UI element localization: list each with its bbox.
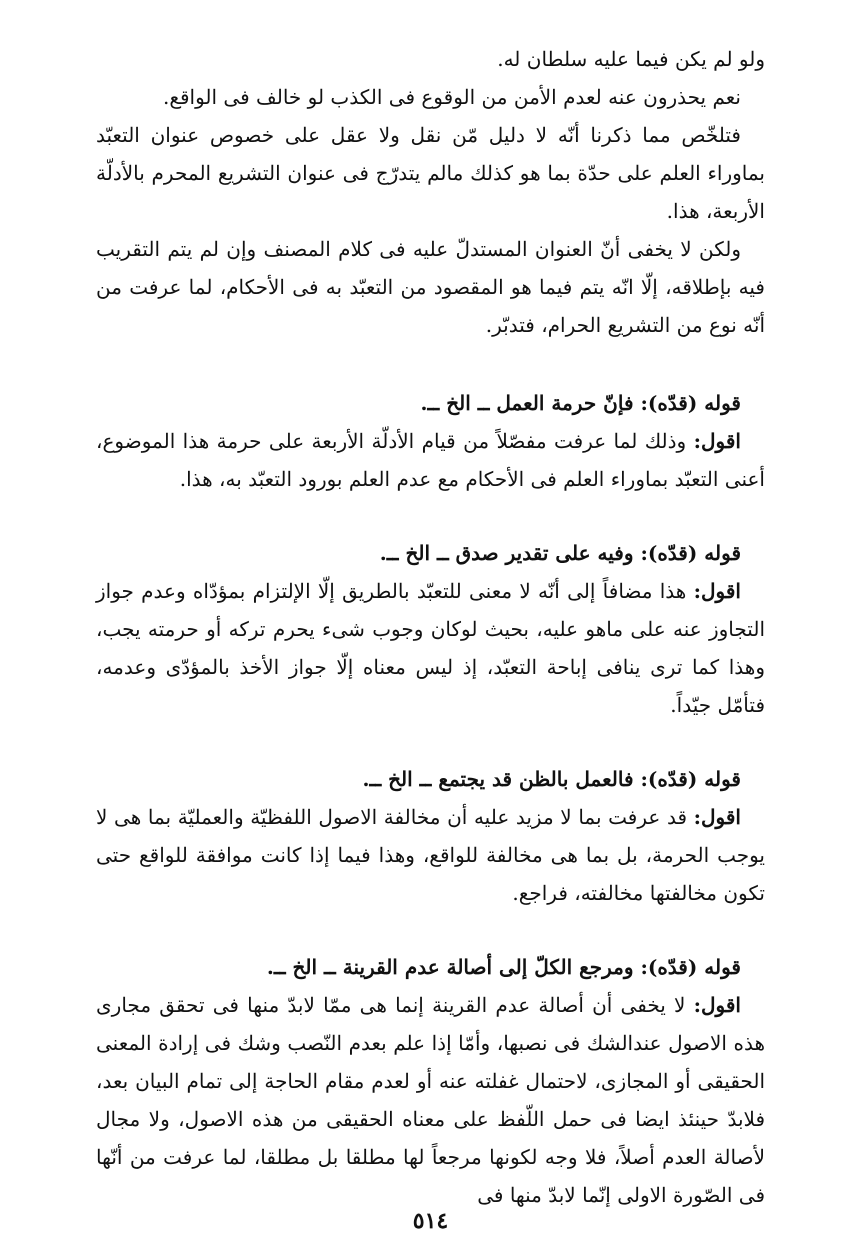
commentary-section-4 — [96, 948, 765, 1214]
commentary-section-3 — [96, 760, 765, 912]
section-text: قد عرفت بما لا مزيد عليه أن مخالفة الاصول اللفظيّة والعمليّة بما هى لا يوجب الحرمة، بل بما هى مخالفة للواقع، وهذا فيما إذا كانت موافقة للواقع حتى تكون مخالفتها مخالفته، فراجع. — [96, 805, 765, 905]
section-body — [96, 798, 765, 912]
section-lead: اقول: — [693, 805, 741, 829]
page-body — [96, 40, 765, 1214]
section-lead: اقول: — [693, 993, 741, 1017]
section-text: هذا مضافاً إلى أنّه لا معنى للتعبّد بالطريق إلّا الإلتزام بمؤدّاه وعدم جواز التجاوز عنه على ماهو عليه، بحيث لوكان وجوب شىء يحرم تركه أو حرمته يجب، وهذا كما ترى ينافى إباحة التعبّد، إذ ليس معناه إلّا جواز الأخذ بالمؤدّى وعدمه، فتأمّل جيّداً. — [96, 579, 765, 717]
section-body — [96, 986, 765, 1214]
section-body — [96, 422, 765, 498]
intro-paragraph-4: ولكن لا يخفى أنّ العنوان المستدلّ عليه فى كلام المصنف وإن لم يتم التقريب فيه بإطلاقه، إلّا انّه يتم فيما هو المقصود من التعبّد به فى الأحكام، لما عرفت من أنّه نوع من التشريع الحرام، فتدبّر. — [96, 237, 765, 337]
section-heading: قوله (قدّه): ومرجع الكلّ إلى أصالة عدم القرينة ــ الخ ــ. — [266, 955, 741, 979]
section-spacer — [96, 912, 765, 948]
intro-paragraph-2: نعم يحذرون عنه لعدم الأمن من الوقوع فى الكذب لو خالف فى الواقع. — [162, 85, 741, 109]
section-spacer — [96, 498, 765, 534]
section-body — [96, 572, 765, 724]
section-spacer — [96, 344, 765, 384]
commentary-section-2 — [96, 534, 765, 724]
section-heading: قوله (قدّه): فالعمل بالظن قد يجتمع ــ الخ ــ. — [362, 767, 741, 791]
section-lead: اقول: — [693, 429, 741, 453]
section-text: وذلك لما عرفت مفصّلاً من قيام الأدلّة الأربعة على حرمة هذا الموضوع، أعنى التعبّد بماوراء العلم فى الأحكام مع عدم العلم بورود التعبّد به، هذا. — [96, 429, 765, 491]
section-heading: قوله (قدّه): وفيه على تقدير صدق ــ الخ ــ. — [379, 541, 741, 565]
commentary-section-1 — [96, 384, 765, 498]
page-number: ٥١٤ — [412, 1208, 449, 1234]
intro-line-1: ولو لم يكن فيما عليه سلطان له. — [497, 47, 765, 71]
section-lead: اقول: — [693, 579, 741, 603]
section-spacer — [96, 724, 765, 760]
intro-paragraph-3: فتلخّص مما ذكرنا أنّه لا دليل مّن نقل ولا عقل على خصوص عنوان التعبّد بماوراء العلم على حدّة بما هو كذلك مالم يتدرّج فى عنوان التشريع المحرم بالأدلّة الأربعة، هذا. — [96, 123, 765, 223]
section-text: لا يخفى أن أصالة عدم القرينة إنما هى ممّا لابدّ منها فى تحقق مجارى هذه الاصول عندالشك فى نصبها، وأمّا إذا علم بعدم النّصب وشك فى إرادة المعنى الحقيقى أو المجازى، لاحتمال غفلته عنه أو لعدم مقام الحاجة إلى تمام البيان بعد، فلابدّ حينئذ ايضا فى حمل اللّفظ على معناه الحقيقى من هذه الاصول، ولا مجال لأصالة العدم أصلاً، فلا وجه لكونها مرجعاً لها مطلقا بل مطلقا، لما عرفت من أنّها فى الصّورة الاولى إنّما لابدّ منها فى — [96, 993, 765, 1207]
section-heading: قوله (قدّه): فإنّ حرمة العمل ــ الخ ــ. — [420, 391, 741, 415]
